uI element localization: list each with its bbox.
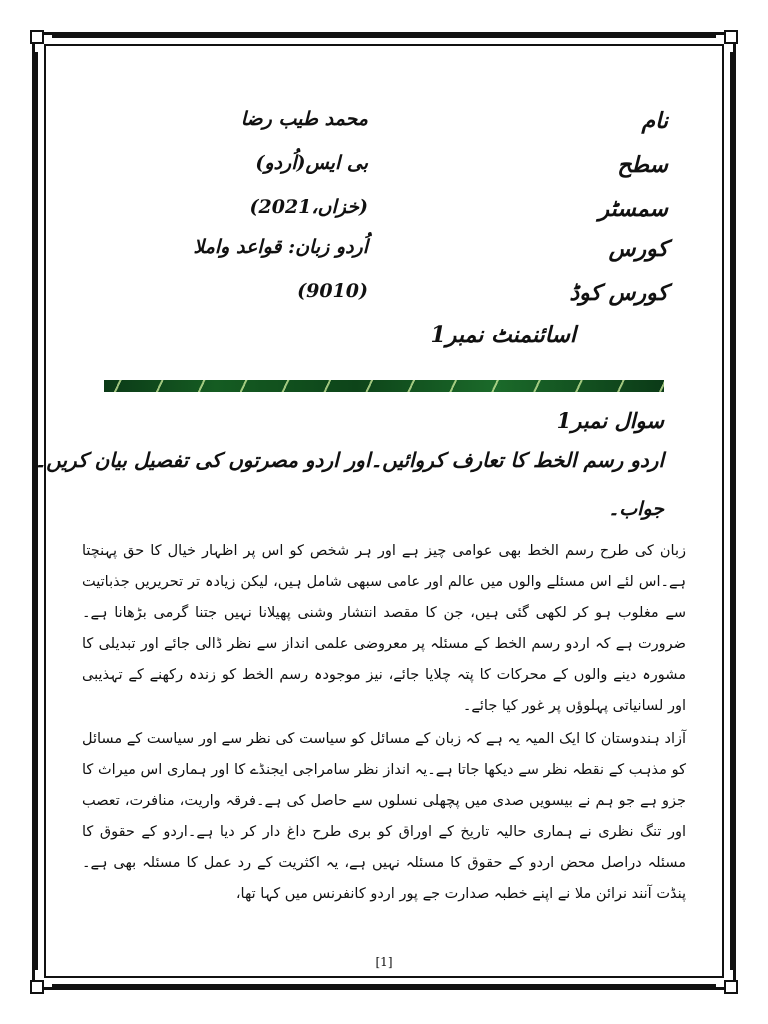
level-label: سطح [617,152,668,178]
answer-paragraph-2: آزاد ہندوستان کا ایک المیہ یہ ہے کہ زبان کے مسائل کو سیاست کی نظر سے اور سیاست کے مسائل کو مذہب کے نقطہ نظر سے دیکھا جاتا ہے۔یہ انداز نظر سامراجی ایجنڈے کا اور ہماری اس میراث کا جزو ہے جو ہم نے بیسویں صدی میں پچھلی نسلوں سے حاصل کی ہے۔فرقہ واریت، منافرت، تعصب اور تنگ نظری نے ہماری حالیہ تاریخ کے اوراق کو بری طرح داغ دار کر دیا ہے۔اردو کے حقوق کا مسئلہ دراصل محض اردو کے حقوق کا مسئلہ نہیں ہے، یہ اکثریت کے رد عمل کا مسئلہ بھی ہے۔پنڈت آنند نرائن ملا نے اپنے خطبہ صدارت جے پور اردو کانفرنس میں کہا تھا، [82,731,686,902]
course-label: کورس [608,236,668,262]
level-value: بی ایس(اُردو) [255,152,368,174]
page-number: [1] [375,955,393,969]
border-corner-top-left [30,30,44,44]
info-row-name [0,108,768,148]
question-heading: سوال نمبر1 [556,408,664,433]
course-code-value: (9010) [297,280,368,302]
answer-heading: جواب۔ [608,498,664,520]
info-row-course-code [0,280,768,320]
border-corner-bottom-left [30,980,44,994]
info-row-course [0,236,768,276]
decorative-band [104,380,664,392]
assignment-title: اسائنمنٹ نمبر1 [430,322,576,348]
course-code-label: کورس کوڈ [569,280,668,306]
semester-label: سمسٹر [598,196,668,222]
page-border-top [52,32,716,38]
question-text: اردو رسم الخط کا تعارف کروائیں۔اور اردو مصرتوں کی تفصیل بیان کریں۔ [34,448,664,472]
page-border-bottom [52,984,716,990]
name-value: محمد طیب رضا [240,108,368,130]
border-corner-top-right [724,30,738,44]
name-label: نام [641,108,668,134]
border-corner-bottom-right [724,980,738,994]
info-row-level [0,152,768,192]
answer-paragraph-1: زبان کی طرح رسم الخط بھی عوامی چیز ہے اور ہر شخص کو اس پر اظہار خیال کا حق پہنچتا ہے۔اس لئے اس مسئلے والوں میں عالم اور عامی سبھی شامل ہیں، لیکن زیادہ تر تحریریں جذباتیت سے مغلوب ہو کر لکھی گئی ہیں، جن کا مقصد انتشار وشنی پھیلانا نہیں جتنا گرمی بڑھانا ہے۔ضرورت ہے کہ اردو رسم الخط کے مسئلہ پر معروضی علمی انداز سے نظر ڈالی جائے اور تبدیلی کا مشورہ دینے والوں کے محرکات کا پتہ چلایا جائے، نیز موجودہ رسم الخط کو زندہ رکھنے کے تہذیبی اور لسانیاتی پہلوؤں پر غور کیا جائے۔ [82,543,686,714]
semester-value: (خزاں،2021) [249,196,368,218]
info-row-semester [0,196,768,236]
course-value: اُردو زبان: قواعد واملا [193,236,368,258]
